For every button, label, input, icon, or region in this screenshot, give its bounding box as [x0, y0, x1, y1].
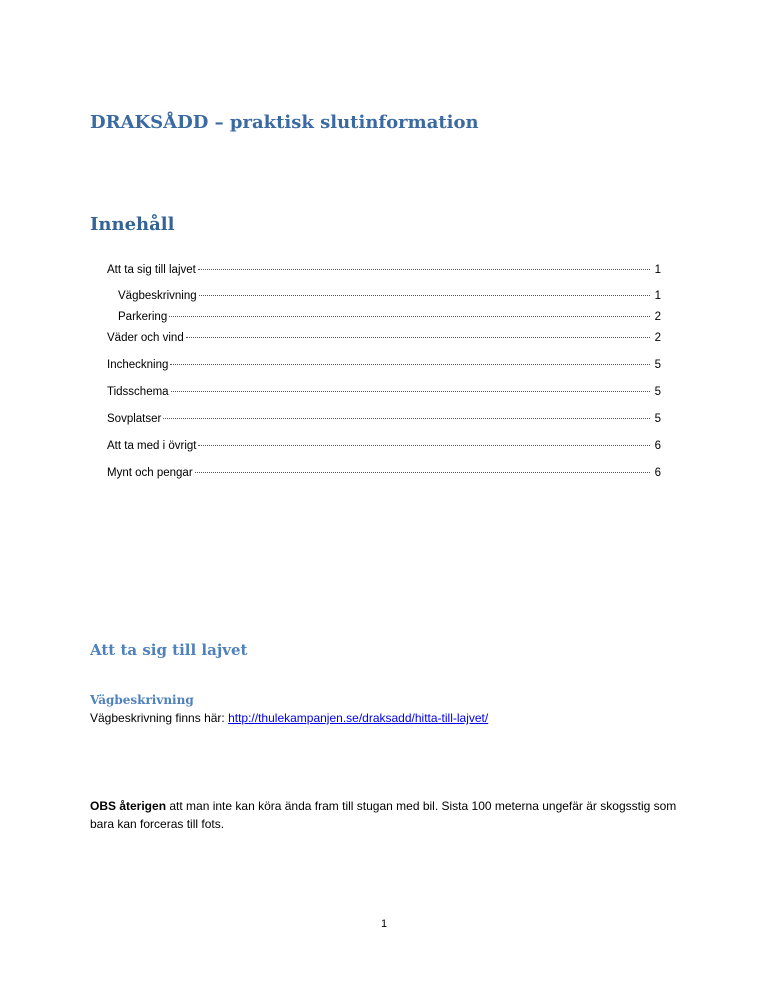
toc-entry-att-ta-sig-till-lajvet[interactable] [107, 262, 661, 279]
obs-emphasis: OBS återigen [90, 799, 167, 813]
toc-leader [163, 418, 649, 419]
toc-entry-att-ta-med-i-ovrigt[interactable] [107, 438, 661, 455]
toc-entry-label: Parkering [118, 311, 168, 323]
toc-entry-mynt-och-pengar[interactable] [107, 465, 661, 482]
directions-text: Vägbeskrivning finns här: [90, 711, 229, 725]
toc-leader [170, 364, 649, 365]
toc-entry-page: 2 [654, 332, 661, 344]
page-number: 1 [380, 918, 388, 930]
toc-entry-page: 2 [654, 311, 661, 323]
toc-leader [195, 472, 650, 473]
toc-leader [186, 337, 650, 338]
toc-entry-tidsschema[interactable] [107, 384, 661, 401]
toc-entry-page: 5 [654, 413, 661, 425]
document-title: DRAKSÅDD – praktisk slutinformation [90, 112, 479, 133]
subsection-heading-vagbeskrivning: Vägbeskrivning [90, 693, 194, 707]
toc-entry-label: Vägbeskrivning [118, 290, 197, 302]
toc-heading: Innehåll [90, 214, 175, 235]
toc-entry-incheckning[interactable] [107, 357, 661, 374]
toc-entry-page: 1 [654, 264, 661, 276]
toc-entry-sovplatser[interactable] [107, 411, 661, 428]
section-heading-att-ta-sig-till-lajvet: Att ta sig till lajvet [90, 641, 248, 659]
toc-entry-label: Väder och vind [107, 332, 184, 344]
toc-entry-page: 5 [654, 359, 661, 371]
toc-entry-label: Sovplatser [107, 413, 162, 425]
toc-entry-page: 6 [654, 467, 661, 479]
toc-entry-label: Mynt och pengar [107, 467, 193, 479]
directions-paragraph [90, 709, 680, 727]
toc-entry-label: Incheckning [107, 359, 169, 371]
toc-leader [198, 445, 649, 446]
toc-leader [199, 295, 650, 296]
table-of-contents [107, 262, 661, 482]
toc-entry-label: Tidsschema [107, 386, 169, 398]
directions-link[interactable]: http://thulekampanjen.se/draksadd/hitta-till-lajvet/ [228, 711, 489, 725]
toc-leader [169, 316, 649, 317]
toc-entry-vader-och-vind[interactable] [107, 330, 661, 347]
obs-text: att man inte kan köra ända fram till stugan med bil. Sista 100 meterna ungefär är skogsstig som bara kan forceras till fots. [90, 799, 677, 831]
toc-entry-vagbeskrivning[interactable] [107, 288, 661, 305]
toc-entry-page: 6 [654, 440, 661, 452]
toc-leader [198, 269, 650, 270]
toc-entry-label: Att ta med i övrigt [107, 440, 197, 452]
toc-leader [171, 391, 650, 392]
toc-entry-page: 5 [654, 386, 661, 398]
toc-entry-parkering[interactable] [107, 309, 661, 326]
toc-entry-label: Att ta sig till lajvet [107, 264, 196, 276]
obs-paragraph [90, 797, 680, 833]
toc-entry-page: 1 [654, 290, 661, 302]
